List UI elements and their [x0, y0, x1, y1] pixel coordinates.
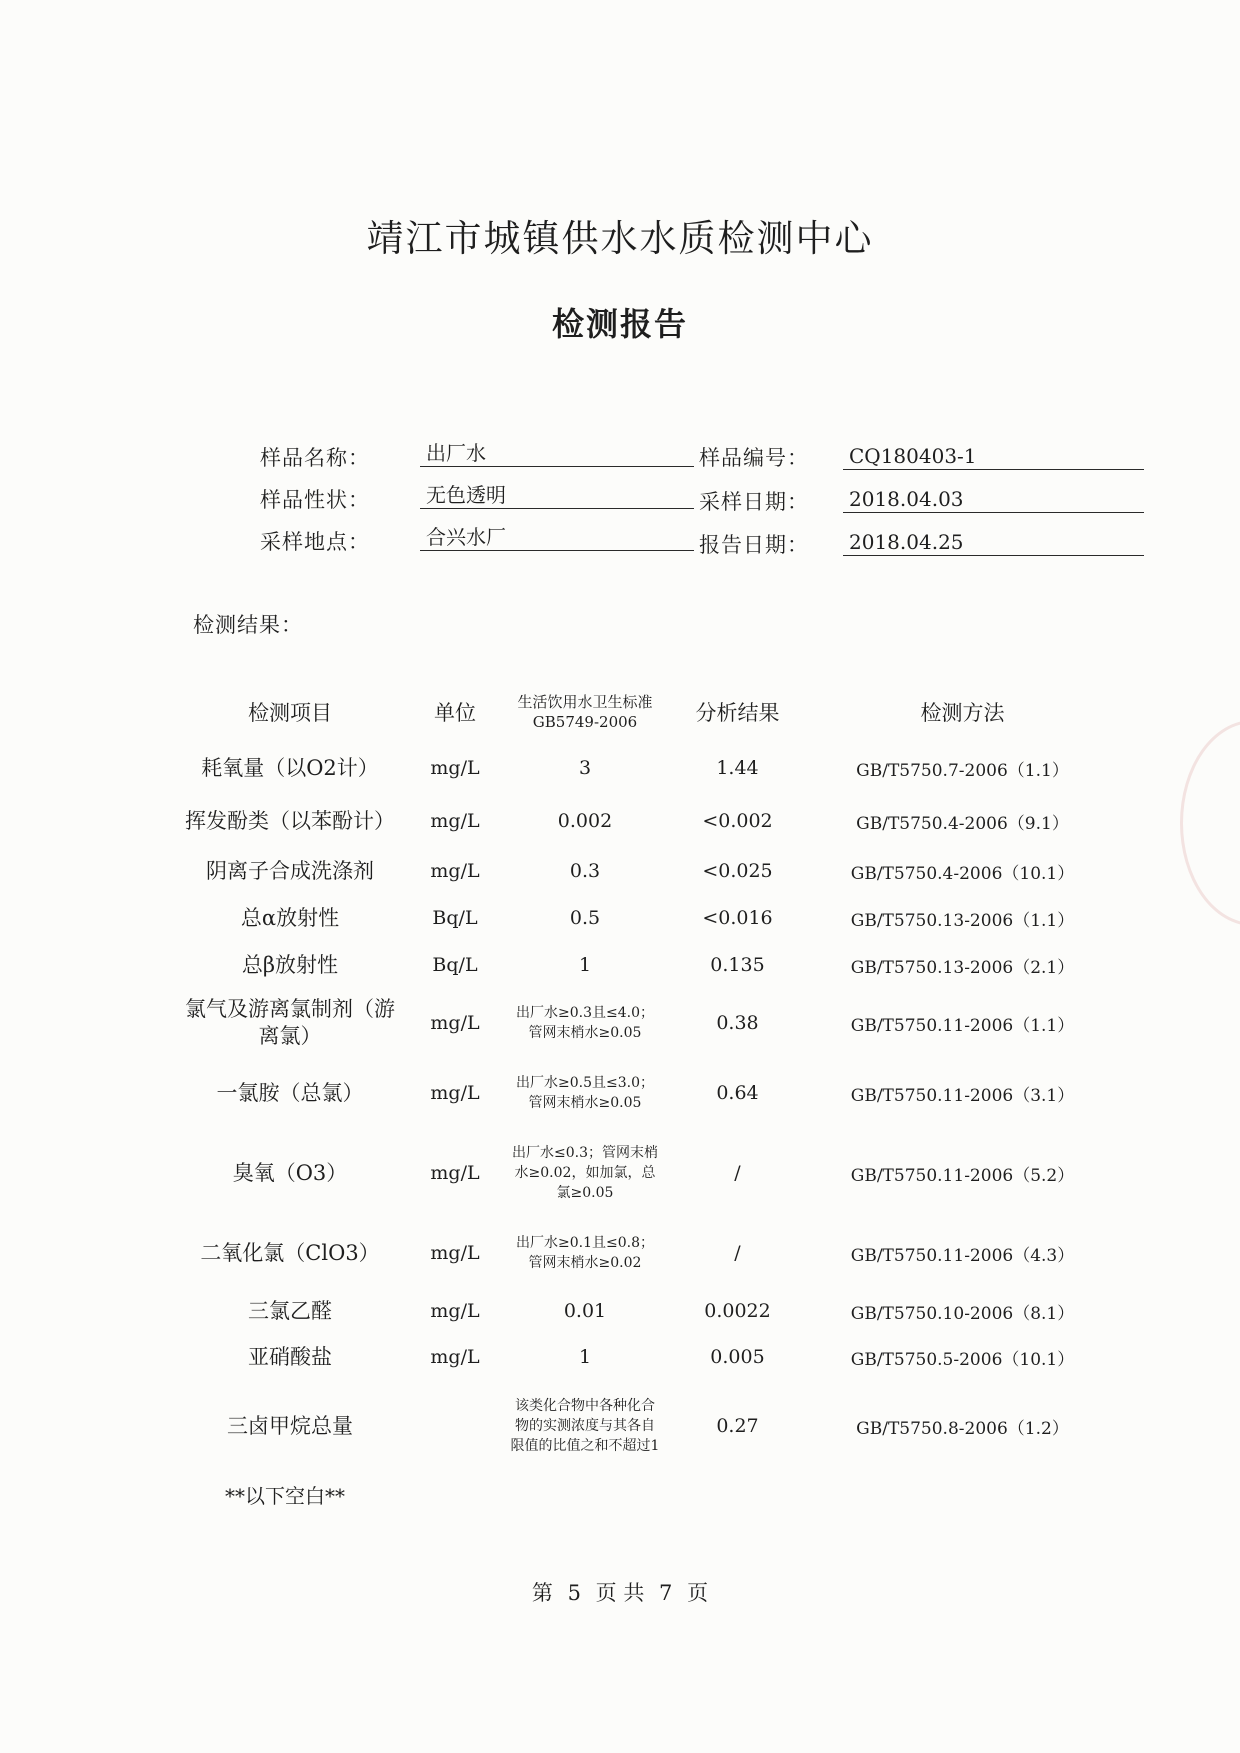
row-method: GB/T5750.4-2006（9.1）	[856, 813, 1069, 834]
page-mid: 页 共	[595, 1581, 645, 1605]
table-row	[180, 848, 1110, 894]
report-subtitle: 检测报告	[551, 305, 688, 343]
row-method: GB/T5750.11-2006（1.1）	[850, 1015, 1075, 1036]
row-standard: 0.3	[569, 860, 601, 882]
page-prefix: 第	[531, 1581, 553, 1605]
row-standard: 0.01	[563, 1300, 607, 1322]
row-item: 二氧化氯（ClO3）	[200, 1240, 380, 1265]
row-standard: 出厂水≥0.1且≤0.8；管网末梢水≥0.02	[516, 1235, 654, 1271]
row-method: GB/T5750.13-2006（1.1）	[850, 910, 1075, 931]
row-method: GB/T5750.11-2006（3.1）	[850, 1085, 1075, 1106]
table-row	[180, 1058, 1110, 1128]
row-result: <0.002	[702, 810, 773, 832]
row-result: 0.27	[716, 1415, 759, 1437]
row-item: 挥发酚类（以苯酚计）	[185, 808, 395, 833]
table-row	[180, 1334, 1110, 1380]
seal-stamp-edge	[1180, 720, 1240, 926]
table-row	[180, 742, 1110, 794]
row-standard: 0.002	[557, 810, 613, 832]
header-method: 检测方法	[920, 701, 1005, 725]
row-method: GB/T5750.4-2006（10.1）	[850, 863, 1075, 884]
report-date-label: 报告日期：	[699, 533, 809, 557]
table-row	[180, 1288, 1110, 1334]
table-row	[180, 894, 1110, 942]
row-unit: mg/L	[430, 757, 480, 779]
row-unit: mg/L	[430, 1300, 480, 1322]
row-item: 三氯乙醛	[248, 1298, 332, 1323]
row-standard: 出厂水≥0.5且≤3.0；管网末梢水≥0.05	[516, 1075, 654, 1111]
row-result: 0.0022	[704, 1300, 771, 1322]
row-unit: mg/L	[430, 1346, 480, 1368]
blank-below-note: **以下空白**	[225, 1484, 345, 1508]
row-item: 亚硝酸盐	[248, 1344, 332, 1369]
table-row	[180, 988, 1110, 1058]
row-result: 0.005	[710, 1346, 765, 1368]
table-row	[180, 1218, 1110, 1288]
row-result: 0.64	[716, 1082, 759, 1104]
sample-state-label: 样品性状：	[260, 488, 370, 512]
sampling-date-label: 采样日期：	[699, 490, 809, 514]
row-result: /	[734, 1162, 741, 1184]
report-org-title: 靖江市城镇供水水质检测中心	[366, 217, 874, 260]
table-row	[180, 794, 1110, 848]
row-item: 氯气及游离氯制剂（游离氯）	[185, 997, 395, 1048]
sample-name-label: 样品名称：	[260, 446, 370, 470]
sample-no-label: 样品编号：	[699, 446, 809, 470]
row-item: 耗氧量（以O2计）	[201, 755, 379, 780]
row-result: 1.44	[716, 757, 759, 779]
header-result: 分析结果	[695, 701, 780, 725]
page-footer	[0, 1577, 1240, 1607]
row-item: 阴离子合成洗涤剂	[206, 858, 374, 883]
page-total: 7	[659, 1581, 673, 1605]
table-row	[180, 1128, 1110, 1218]
sampling-site-label: 采样地点：	[260, 530, 370, 554]
row-unit: Bq/L	[432, 954, 478, 976]
row-method: GB/T5750.11-2006（4.3）	[850, 1245, 1075, 1266]
row-result: /	[734, 1242, 741, 1264]
row-unit	[400, 1380, 510, 1472]
sampling-date-value: 2018.04.03	[843, 486, 1144, 513]
row-item: 臭氧（O3）	[232, 1160, 348, 1185]
row-method: GB/T5750.7-2006（1.1）	[856, 760, 1069, 781]
row-unit: mg/L	[430, 1162, 480, 1184]
row-method: GB/T5750.8-2006（1.2）	[856, 1418, 1069, 1439]
table-header-row	[180, 682, 1110, 742]
results-table	[180, 682, 1110, 1472]
table-row	[180, 942, 1110, 988]
header-item: 检测项目	[248, 701, 332, 725]
row-method: GB/T5750.13-2006（2.1）	[850, 957, 1075, 978]
row-item: 一氯胺（总氯）	[216, 1080, 364, 1105]
sample-state-value: 无色透明	[420, 482, 694, 509]
row-standard: 出厂水≥0.3且≤4.0；管网末梢水≥0.05	[516, 1005, 654, 1041]
report-date-value: 2018.04.25	[843, 529, 1144, 556]
row-standard: 1	[578, 1346, 592, 1368]
row-result: 0.135	[710, 954, 765, 976]
row-standard: 出厂水≤0.3；管网末梢水≥0.02，如加氯，总氯≥0.05	[512, 1145, 658, 1201]
row-method: GB/T5750.5-2006（10.1）	[850, 1349, 1075, 1370]
row-item: 三卤甲烷总量	[227, 1413, 353, 1438]
row-unit: mg/L	[430, 1012, 480, 1034]
row-standard: 该类化合物中各种化合物的实测浓度与其各自限值的比值之和不超过1	[510, 1398, 660, 1454]
row-unit: mg/L	[430, 1242, 480, 1264]
page-suffix: 页	[687, 1581, 709, 1605]
row-result: 0.38	[716, 1012, 759, 1034]
row-result: <0.025	[702, 860, 773, 882]
row-method: GB/T5750.11-2006（5.2）	[850, 1165, 1075, 1186]
row-method: GB/T5750.10-2006（8.1）	[850, 1303, 1075, 1324]
row-unit: mg/L	[430, 810, 480, 832]
header-unit: 单位	[434, 701, 476, 725]
sampling-site-value: 合兴水厂	[420, 524, 694, 551]
row-standard: 0.5	[569, 907, 601, 929]
row-unit: mg/L	[430, 1082, 480, 1104]
row-unit: Bq/L	[432, 907, 478, 929]
row-item: 总α放射性	[240, 905, 340, 930]
page-number: 5	[567, 1581, 581, 1605]
row-result: <0.016	[702, 907, 773, 929]
header-standard: 生活饮用水卫生标准GB5749-2006	[517, 693, 653, 731]
table-row	[180, 1380, 1110, 1472]
row-item: 总β放射性	[241, 952, 339, 977]
row-standard: 3	[578, 757, 592, 779]
sample-no-value: CQ180403-1	[843, 443, 1144, 470]
row-unit: mg/L	[430, 860, 480, 882]
row-standard: 1	[578, 954, 592, 976]
sample-name-value: 出厂水	[420, 440, 694, 467]
results-section-title: 检测结果：	[193, 613, 303, 637]
